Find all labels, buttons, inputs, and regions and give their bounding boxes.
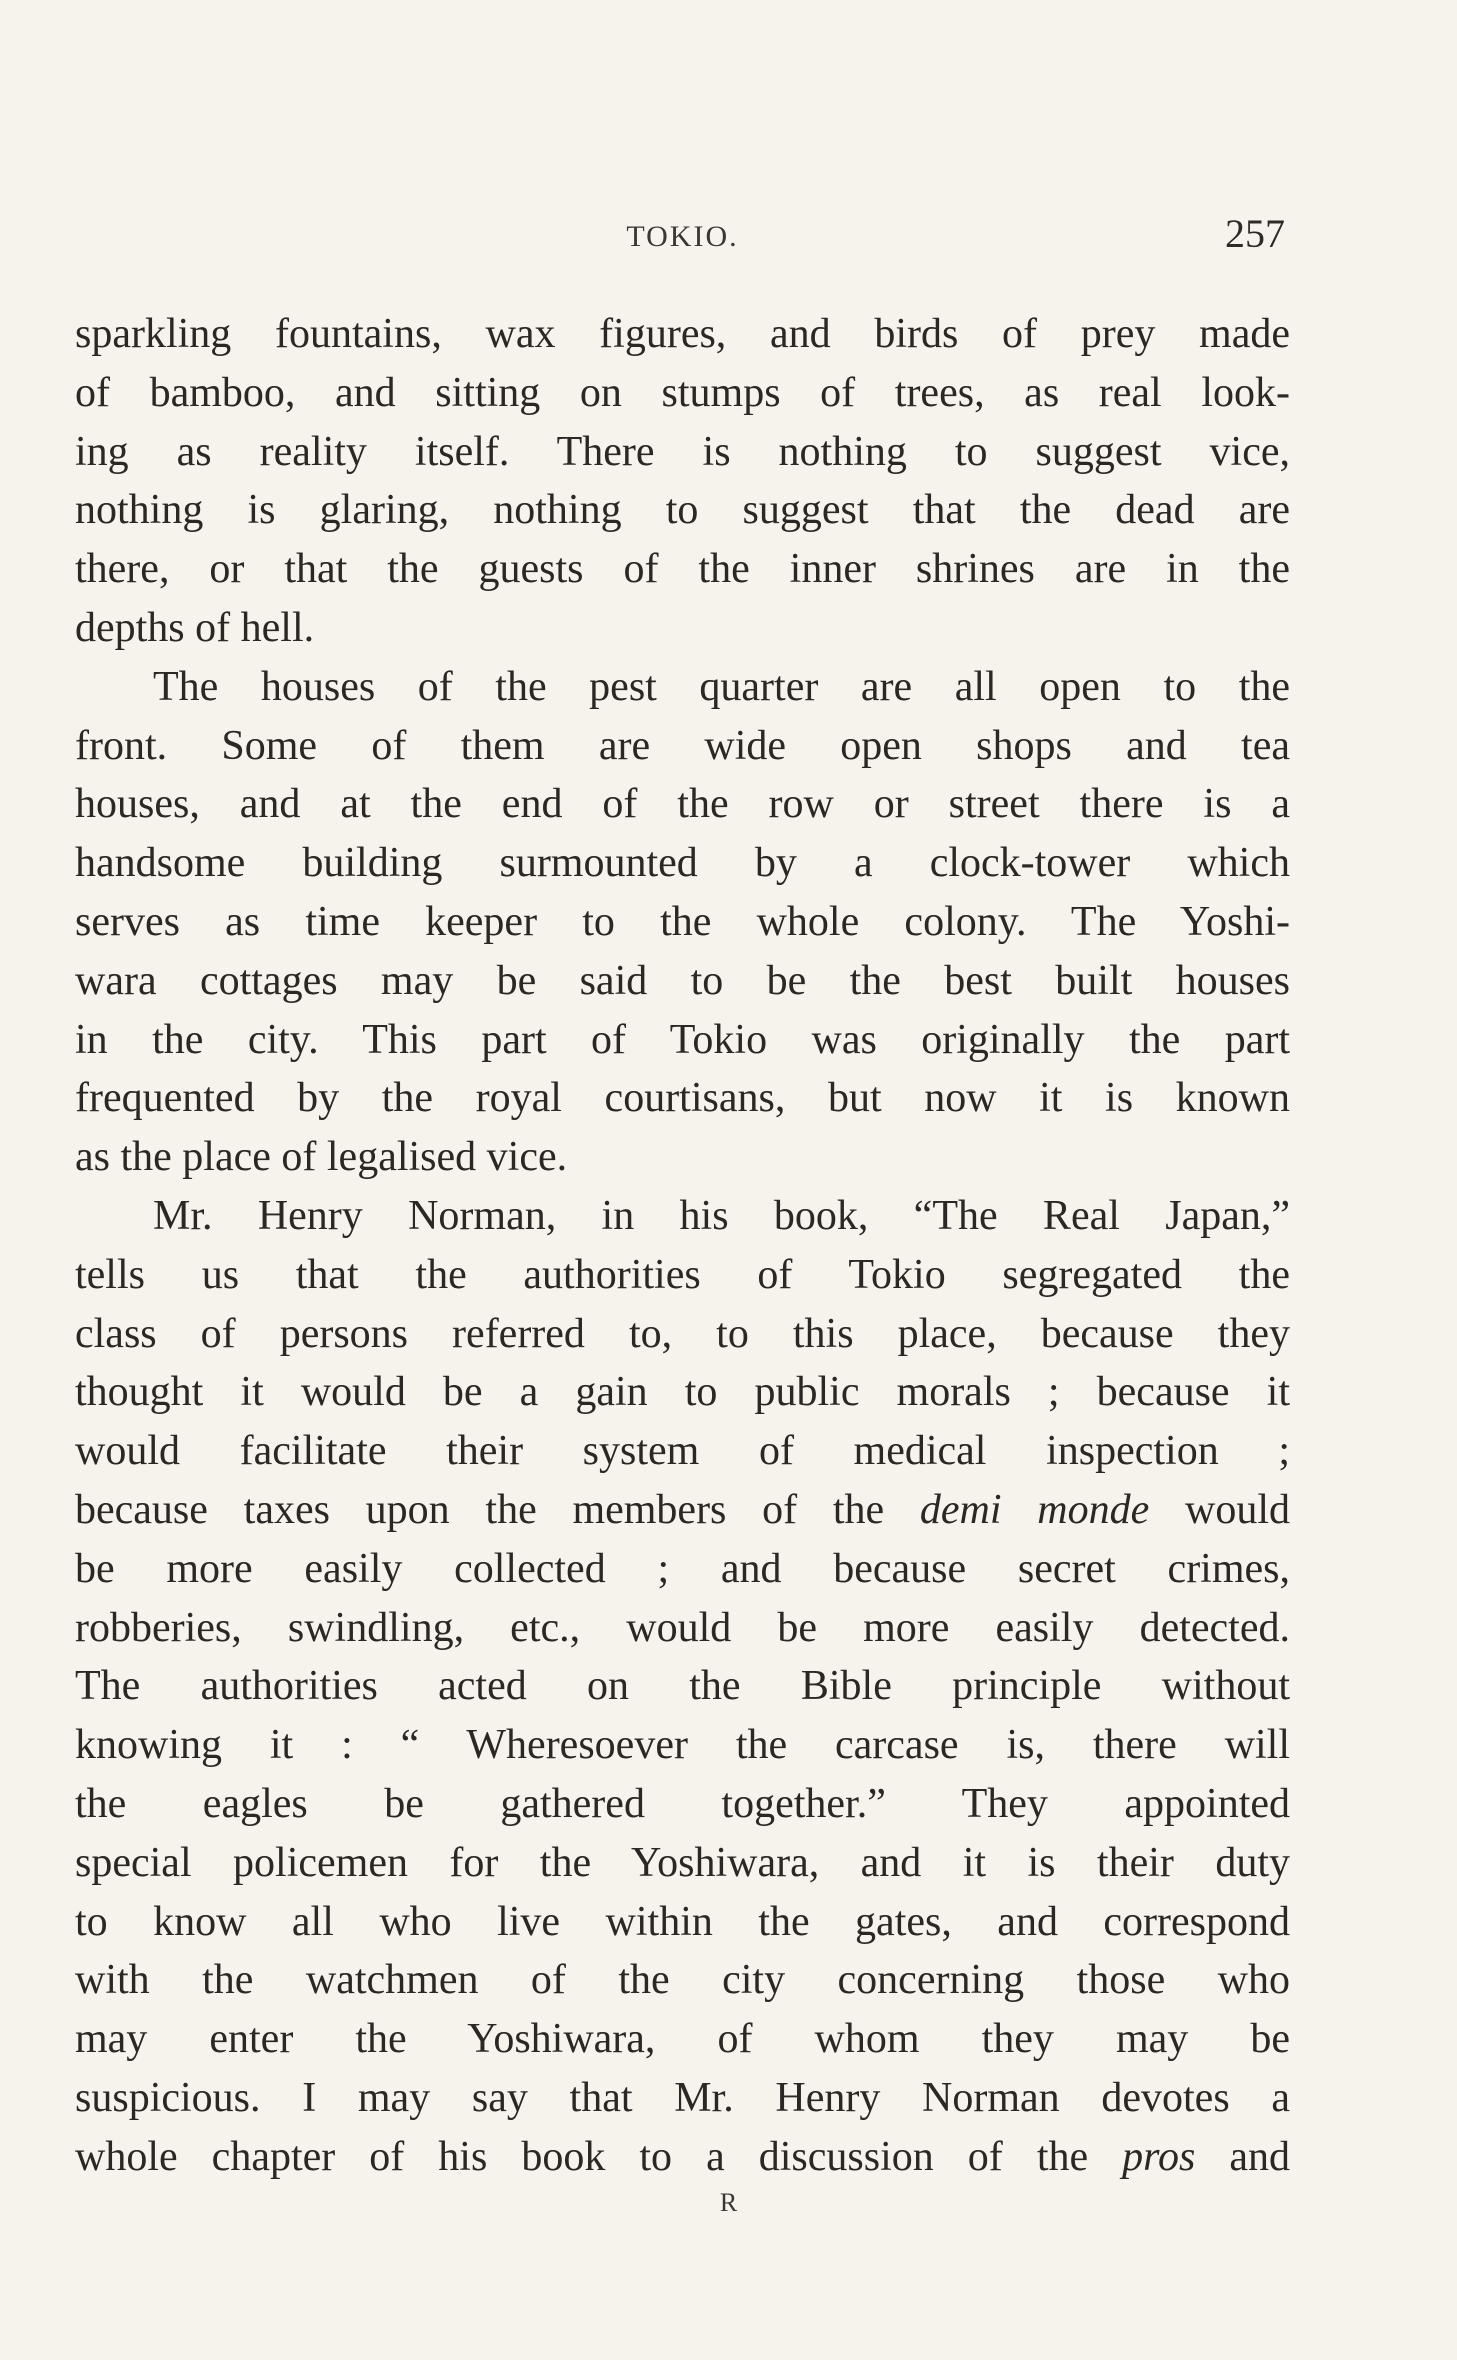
running-head [75,210,1290,262]
text-segment: and [1195,2133,1290,2180]
page-number: 257 [1225,211,1285,256]
text-line: of bamboo, and sitting on stumps of trees, as real look- [75,369,1290,416]
text-line [75,1481,1290,1540]
text-line: with the watchmen of the city concerning those who [75,1957,1290,2004]
text-segment: because taxes upon the members of the [75,1486,920,1533]
text-line: suspicious. I may say that Mr. Henry Norman devotes a [75,2074,1290,2121]
text-line: thought it would be a gain to public morals ; because it [75,1369,1290,1416]
text-line: robberies, swindling, etc., would be more easily detected. [75,1604,1290,1651]
text-line: houses, and at the end of the row or street there is a [75,781,1290,828]
text-line: there, or that the guests of the inner shrines are in the [75,546,1290,593]
text-segment: would [1149,1486,1290,1533]
body-text [75,305,1290,2187]
text-line: The houses of the pest quarter are all open to the [153,663,1290,710]
text-line: class of persons referred to, to this place, because they [75,1310,1290,1357]
text-segment: whole chapter of his book to a discussion of the [75,2133,1123,2180]
italic-text: pros [1122,2133,1196,2180]
text-line: handsome building surmounted by a clock-tower which [75,840,1290,887]
signature-mark: R [719,2188,738,2217]
text-line: knowing it : “ Wheresoever the carcase is, there will [75,1722,1290,1769]
text-line: nothing is glaring, nothing to suggest that the dead are [75,487,1290,534]
text-line: to know all who live within the gates, and correspond [75,1898,1290,1945]
text-line: ing as reality itself. There is nothing to suggest vice, [75,428,1290,475]
text-line [75,2128,1290,2187]
text-line: serves as time keeper to the whole colony. The Yoshi- [75,898,1290,945]
text-line: special policemen for the Yoshiwara, and it is their duty [75,1839,1290,1886]
text-line: The authorities acted on the Bible principle without [75,1663,1290,1710]
text-line: wara cottages may be said to be the best built houses [75,957,1290,1004]
text-line: may enter the Yoshiwara, of whom they may be [75,2016,1290,2063]
text-line: frequented by the royal courtisans, but now it is known [75,1075,1290,1122]
text-line: front. Some of them are wide open shops and tea [75,722,1290,769]
text-line: would facilitate their system of medical inspection ; [75,1428,1290,1475]
text-line: depths of hell. [75,604,315,651]
text-line: tells us that the authorities of Tokio segregated the [75,1251,1290,1298]
text-line: in the city. This part of Tokio was originally the part [75,1016,1290,1063]
text-line: as the place of legalised vice. [75,1134,568,1181]
text-line: Mr. Henry Norman, in his book, “The Real Japan,” [153,1192,1290,1239]
text-line: the eagles be gathered together.” They appointed [75,1780,1290,1827]
italic-text: demi monde [919,1486,1150,1533]
text-line: be more easily collected ; and because secret crimes, [75,1545,1290,1592]
text-line: sparkling fountains, wax figures, and birds of prey made [75,311,1290,357]
running-head-title: TOKIO. [626,220,739,253]
